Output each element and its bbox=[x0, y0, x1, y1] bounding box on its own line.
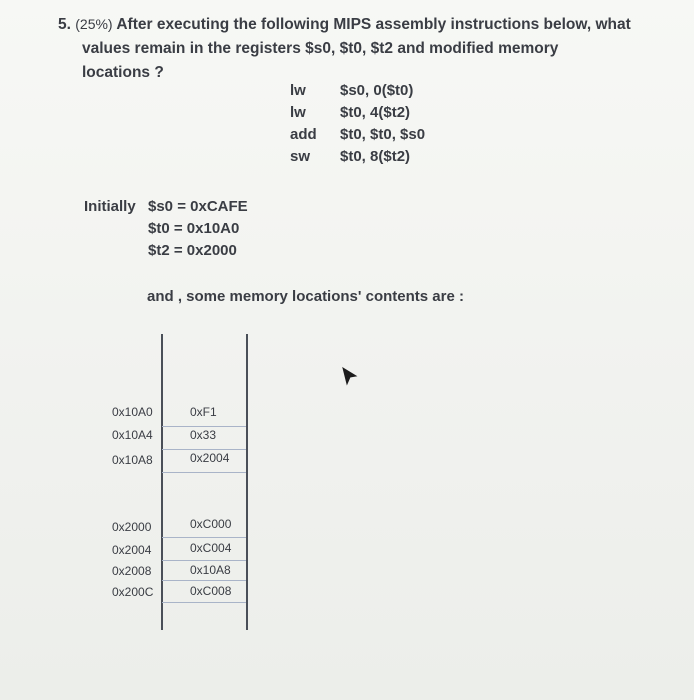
question-line-3: locations ? bbox=[82, 64, 164, 81]
mips-code-block bbox=[290, 80, 425, 168]
mouse-pointer-icon bbox=[341, 366, 359, 388]
memory-value: 0xC008 bbox=[190, 584, 232, 598]
initial-values bbox=[84, 196, 248, 262]
register-value: 0xCAFE bbox=[190, 198, 248, 215]
instruction-row bbox=[290, 102, 425, 124]
instruction-op: sw bbox=[290, 148, 311, 165]
question-percent: (25%) bbox=[75, 16, 113, 32]
memory-address: 0x2000 bbox=[112, 520, 152, 534]
memory-value: 0xF1 bbox=[190, 405, 217, 419]
initially-label: Initially bbox=[84, 198, 136, 215]
memory-title: and , some memory locations' contents are : bbox=[147, 288, 464, 305]
instruction-op: add bbox=[290, 126, 317, 143]
instruction-row bbox=[290, 80, 425, 102]
memory-table-left-line bbox=[161, 334, 163, 630]
memory-address: 0x200C bbox=[112, 585, 154, 599]
question-number: 5. bbox=[58, 16, 71, 33]
question-line-2: values remain in the registers $s0, $t0, $t2 and modified memory bbox=[82, 40, 559, 57]
instruction-args: $t0, 4($t2) bbox=[340, 104, 411, 121]
question-line-1-text: After executing the following MIPS assembly instructions below, what bbox=[116, 16, 631, 33]
register-value: 0x10A0 bbox=[186, 220, 240, 237]
memory-row-separator bbox=[162, 580, 246, 581]
register-value: 0x2000 bbox=[186, 242, 237, 259]
equals-sign: = bbox=[173, 198, 191, 215]
memory-address: 0x2008 bbox=[112, 564, 152, 578]
memory-value: 0xC004 bbox=[190, 541, 232, 555]
question-line-1 bbox=[58, 12, 678, 37]
equals-sign: = bbox=[169, 242, 187, 259]
register-row bbox=[84, 196, 248, 218]
memory-address: 0x10A0 bbox=[112, 405, 153, 419]
instruction-args: $t0, $t0, $s0 bbox=[340, 126, 426, 143]
memory-value: 0x33 bbox=[190, 428, 217, 442]
question-text bbox=[58, 12, 678, 85]
memory-row-separator bbox=[162, 449, 246, 450]
memory-row-separator bbox=[162, 560, 246, 561]
memory-value: 0xC000 bbox=[190, 517, 232, 531]
instruction-args: $t0, 8($t2) bbox=[340, 148, 411, 165]
memory-row-separator bbox=[162, 426, 246, 427]
memory-value: 0x2004 bbox=[190, 451, 230, 465]
memory-row-separator bbox=[162, 472, 246, 473]
register-name: $t2 bbox=[148, 242, 170, 259]
instruction-row bbox=[290, 146, 425, 168]
instruction-op: lw bbox=[290, 82, 306, 99]
memory-address: 0x2004 bbox=[112, 543, 152, 557]
instruction-row bbox=[290, 124, 425, 146]
memory-row-separator bbox=[162, 602, 246, 603]
register-name: $s0 bbox=[148, 198, 174, 215]
register-row bbox=[84, 240, 248, 262]
instruction-op: lw bbox=[290, 104, 306, 121]
memory-table-right-line bbox=[246, 334, 248, 630]
memory-address: 0x10A4 bbox=[112, 428, 153, 442]
memory-row-separator bbox=[162, 537, 246, 538]
register-row bbox=[84, 218, 248, 240]
equals-sign: = bbox=[169, 220, 187, 237]
memory-address: 0x10A8 bbox=[112, 453, 153, 467]
register-name: $t0 bbox=[148, 220, 170, 237]
instruction-args: $s0, 0($t0) bbox=[340, 82, 414, 99]
memory-value: 0x10A8 bbox=[190, 563, 231, 577]
